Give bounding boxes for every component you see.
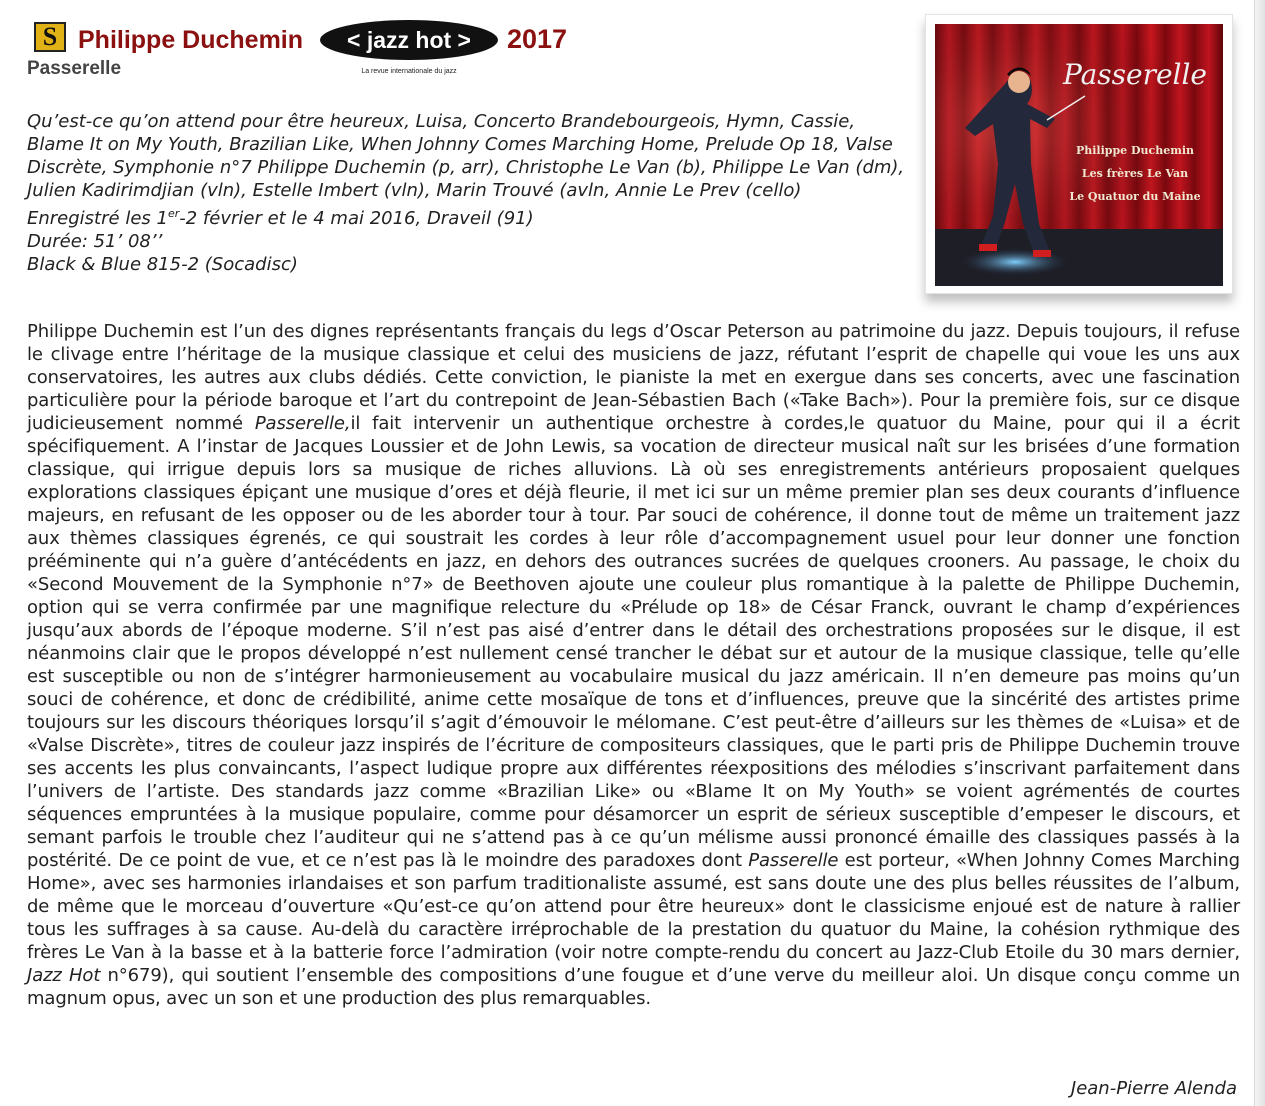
review-body	[27, 320, 1240, 1010]
review-album-emphasis-1: Passerelle,	[254, 413, 351, 434]
artist-name: Philippe Duchemin	[78, 26, 304, 54]
review-year: 2017	[507, 24, 568, 54]
review-part-1: Philippe Duchemin est l’un des dignes représentants français du legs d’Oscar Peterson au patrimoine du jazz. Depuis toujours, il refuse le clivage entre l’héritage de la musique classique et celui des musiciens de jazz, réfutant l’esprit de chapelle qui voue les uns aux conservatoires, les autres aux clubs dédiés. Cette conviction, le pianiste la met en exergue dans ses concerts, avec une fascination particulière pour la période baroque et l’art du contrepoint de Jean-Sébastien Bach («Take Bach»). Pour la première fois, sur ce disque judicieusement nommé	[27, 321, 1240, 434]
jazz-hot-logo	[320, 20, 498, 90]
album-title: Passerelle	[27, 58, 122, 79]
review-magazine-emphasis: Jazz Hot	[27, 965, 101, 986]
review-author: Jean-Pierre Alenda	[1070, 1078, 1237, 1099]
album-credits	[27, 110, 912, 276]
credits-tracks: Qu’est-ce qu’on attend pour être heureux, Luisa, Concerto Brandebourgeois, Hymn, Cassie, Blame It on My Youth, Brazilian Like, When Johnny Comes Marching Home, Prelude Op 18, Valse Discrète, Symphonie n°7 Philippe Duchemin (p, arr), Christophe Le Van (b), Philippe Le Van (dm), Julien Kadirimdjian (vln), Estelle Imbert (vln), Marin Trouvé (avln, Annie Le Prev (cello)	[27, 111, 905, 201]
review-part-2: il fait intervenir un authentique orchestre à cordes,le quatuor du Maine, pour qui il a écrit spécifiquement. A l’instar de Jacques Loussier et de John Lewis, sa vocation de directeur musical naît sur les brisées d’une formation classique, qui irrigue depuis lors sa musique de riches alluvions. Là où ses enregistrements antérieurs proposaient quelques explorations classiques épiçant une musique d’ores et déjà fleurie, il met ici sur un même premier plan ses deux courants d’influence majeurs, en refusant de les opposer ou de les aborder tour à tour. Par souci de cohérence, il donne tout de même un traitement jazz aux thèmes classiques égrenés, ce qui soustrait les cordes à leur rôle d’accompagnement usuel pour leur donner une fonction prééminente qui n’a guère d’antécédents en jazz, en dehors des outrances sucrées de quelques crooners. Au passage, le choix du «Second Mouvement de la Symphonie n°7» de Beethoven ajoute une couleur plus romantique à la palette de Philippe Duchemin, option qui se verra confirmée par une magnifique relecture du «Prélude op 18» de César Franck, ouvrant le champ d’expériences jusqu’aux abords de l’époque moderne. S’il n’est pas aisé d’entrer dans le détail des orchestrations proposées sur le disque, il est néanmoins clair que le propos développé n’est nullement censé trancher le débat sur et autour de la musique classique, telle qu’elle est susceptible ou non de s’intégrer harmonieusement au vocabulaire musical du jazz américain. Il n’en demeure pas moins qu’un souci de cohérence, et donc de crédibilité, anime cette mosaïque de tons et d’influences, preuve que la sincérité des artistes prime toujours sur les discours théoriques lorsqu’il s’agit d’émouvoir le mélomane. C’est peut-être d’ailleurs sur les thèmes de «Luisa» et de «Valse Discrète», titres de couleur jazz inspirés de l’écriture de compositeurs classiques, que le parti pris de Philippe Duchemin trouve ses accents les plus convaincants, l’aspect ludique propre aux différentes réexpositions des mélodies s’inscrivant parfaitement dans l’univers de l’artiste. Des standards jazz comme «Brazilian Like» ou «Blame It on My Youth» se voient agrémentés de courtes séquences empruntées à la musique populaire, comme pour désamorcer un esprit de sérieux susceptible d’empeser le discours, et semant parfois le trouble chez l’auditeur qui ne s’attend pas à ce qu’un mélisme aussi prononcé émaille des classiques passés à la postérité. De ce point de vue, et ce n’est pas là le moindre des paradoxes dont	[27, 413, 1240, 871]
credits-recording	[27, 202, 912, 230]
review-album-emphasis-2: Passerelle	[748, 850, 839, 871]
review-part-4: n°679), qui soutient l’ensemble des compositions d’une fougue et d’une verve du meilleur aloi. Un disque conçu comme un magnum opus, avec un son et une production des plus remarquables.	[27, 965, 1240, 1009]
logo-text: < jazz hot >	[320, 20, 498, 60]
credits-duration: Durée: 51’ 08’’	[27, 231, 163, 252]
album-cover-frame	[925, 14, 1233, 294]
cover-title-text: Passerelle	[1062, 58, 1208, 91]
cover-line-2: Les frères Le Van	[1081, 167, 1189, 180]
rating-badge-icon	[34, 22, 66, 52]
logo-tagline: La revue internationale du jazz	[361, 68, 457, 75]
review-part-3: est porteur, «When Johnny Comes Marching Home», avec ses harmonies irlandaises et son parfum traditionaliste assumé, est sans doute une des plus belles réussites de l’album, de même que le morceau d’ouverture «Qu’est-ce qu’on attend pour être heureux» dont le classicisme enjoué est de nature à rallier tous les suffrages à sa cause. Au-delà du caractère irréprochable de la prestation du quatuor du Maine, la cohésion rythmique des frères Le Van à la basse et à la batterie force l’admiration (voir notre compte-rendu du concert au Jazz-Club Etoile du 30 mars dernier,	[27, 850, 1240, 963]
page-right-border	[1254, 0, 1265, 1106]
recording-prefix: Enregistré les 1	[27, 208, 168, 229]
recording-suffix: -2 février et le 4 mai 2016, Draveil (91)	[179, 208, 534, 229]
recording-sup: er	[167, 207, 180, 220]
credits-label: Black & Blue 815-2 (Socadisc)	[27, 254, 298, 275]
cover-line-1: Philippe Duchemin	[1075, 144, 1195, 157]
review-header	[27, 18, 907, 88]
cover-line-3: Le Quatuor du Maine	[1069, 190, 1201, 203]
badge-letter: S	[42, 22, 58, 51]
album-cover-image	[935, 24, 1223, 286]
